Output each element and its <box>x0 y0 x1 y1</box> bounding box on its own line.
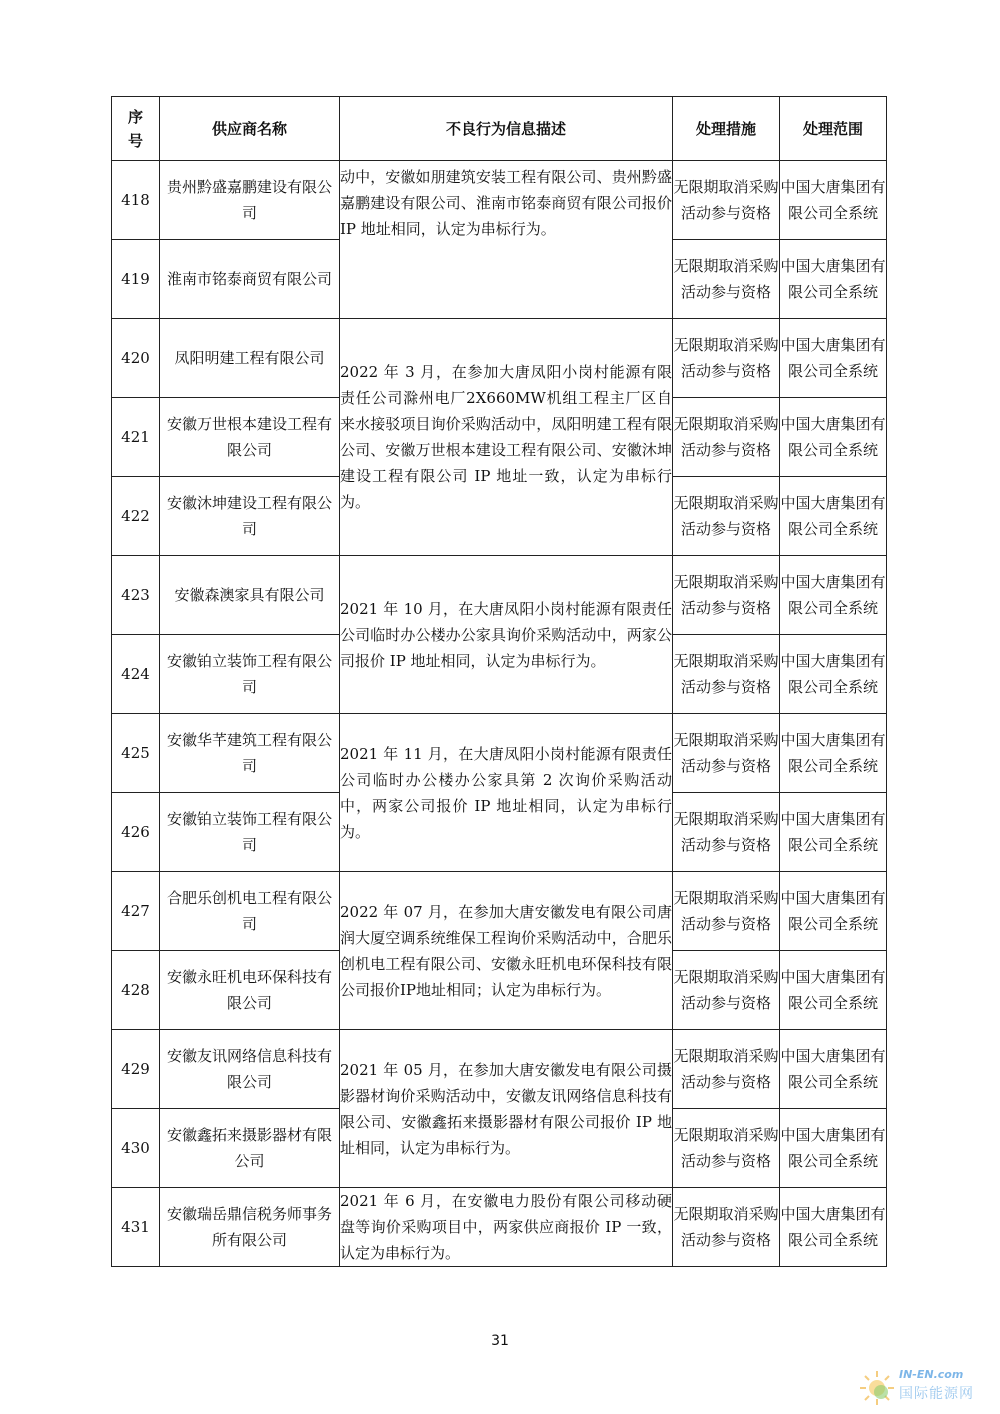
table-row <box>112 319 887 398</box>
row-serial-number: 418 <box>112 161 160 240</box>
watermark-cn: 国际能源网 <box>899 1386 974 1402</box>
row-misconduct-description: 2022 年 3 月，在参加大唐凤阳小岗村能源有限责任公司滁州电厂2X660MW机组工程主厂区自来水接驳项目询价采购活动中，凤阳明建工程有限公司、安徽万世根本建设工程有限公司、安徽沐坤建设工程有限公司 IP 地址一致，认定为串标行为。 <box>340 319 673 556</box>
row-supplier-name: 凤阳明建工程有限公司 <box>160 319 340 398</box>
row-handling-measure: 无限期取消采购活动参与资格 <box>673 635 780 714</box>
row-handling-measure: 无限期取消采购活动参与资格 <box>673 793 780 872</box>
row-handling-measure: 无限期取消采购活动参与资格 <box>673 319 780 398</box>
table-row <box>112 872 887 951</box>
row-serial-number: 429 <box>112 1030 160 1109</box>
header-serial-number: 序 号 <box>112 97 160 161</box>
table-row <box>112 556 887 635</box>
row-handling-scope: 中国大唐集团有限公司全系统 <box>780 1109 887 1188</box>
row-handling-scope: 中国大唐集团有限公司全系统 <box>780 1030 887 1109</box>
header-misconduct-description: 不良行为信息描述 <box>340 97 673 161</box>
row-handling-measure: 无限期取消采购活动参与资格 <box>673 161 780 240</box>
row-supplier-name: 安徽铂立装饰工程有限公司 <box>160 635 340 714</box>
table-row <box>112 1030 887 1109</box>
header-handling-measure: 处理措施 <box>673 97 780 161</box>
row-handling-scope: 中国大唐集团有限公司全系统 <box>780 319 887 398</box>
row-serial-number: 425 <box>112 714 160 793</box>
header-supplier-name: 供应商名称 <box>160 97 340 161</box>
row-handling-measure: 无限期取消采购活动参与资格 <box>673 1188 780 1267</box>
row-handling-measure: 无限期取消采购活动参与资格 <box>673 240 780 319</box>
row-misconduct-description: 2021 年 10 月，在大唐凤阳小岗村能源有限责任公司临时办公楼办公家具询价采购活动中，两家公司报价 IP 地址相同，认定为串标行为。 <box>340 556 673 714</box>
header-handling-scope: 处理范围 <box>780 97 887 161</box>
row-supplier-name: 安徽森澳家具有限公司 <box>160 556 340 635</box>
table-row <box>112 714 887 793</box>
row-serial-number: 423 <box>112 556 160 635</box>
row-serial-number: 420 <box>112 319 160 398</box>
supplier-misconduct-table <box>111 96 887 1267</box>
row-handling-scope: 中国大唐集团有限公司全系统 <box>780 398 887 477</box>
row-handling-scope: 中国大唐集团有限公司全系统 <box>780 240 887 319</box>
row-serial-number: 426 <box>112 793 160 872</box>
page-number: 31 <box>491 1333 509 1349</box>
row-misconduct-description: 2021 年 05 月，在参加大唐安徽发电有限公司摄影器材询价采购活动中，安徽友讯网络信息科技有限公司、安徽鑫拓来摄影器材有限公司报价 IP 地址相同，认定为串标行为。 <box>340 1030 673 1188</box>
row-handling-scope: 中国大唐集团有限公司全系统 <box>780 714 887 793</box>
row-supplier-name: 安徽华芊建筑工程有限公司 <box>160 714 340 793</box>
row-handling-scope: 中国大唐集团有限公司全系统 <box>780 477 887 556</box>
table-row <box>112 161 887 240</box>
row-supplier-name: 安徽沐坤建设工程有限公司 <box>160 477 340 556</box>
row-serial-number: 424 <box>112 635 160 714</box>
row-serial-number: 431 <box>112 1188 160 1267</box>
row-handling-scope: 中国大唐集团有限公司全系统 <box>780 872 887 951</box>
row-serial-number: 427 <box>112 872 160 951</box>
table-row <box>112 1188 887 1267</box>
table-header-row <box>112 97 887 161</box>
row-handling-measure: 无限期取消采购活动参与资格 <box>673 872 780 951</box>
row-serial-number: 419 <box>112 240 160 319</box>
row-handling-scope: 中国大唐集团有限公司全系统 <box>780 635 887 714</box>
row-serial-number: 428 <box>112 951 160 1030</box>
row-handling-measure: 无限期取消采购活动参与资格 <box>673 1030 780 1109</box>
row-supplier-name: 淮南市铭泰商贸有限公司 <box>160 240 340 319</box>
watermark-en: IN-EN.com <box>899 1368 964 1381</box>
row-serial-number: 430 <box>112 1109 160 1188</box>
row-misconduct-description: 2021 年 6 月，在安徽电力股份有限公司移动硬盘等询价采购项目中，两家供应商报价 IP 一致，认定为串标行为。 <box>340 1188 673 1267</box>
row-handling-scope: 中国大唐集团有限公司全系统 <box>780 161 887 240</box>
row-handling-measure: 无限期取消采购活动参与资格 <box>673 1109 780 1188</box>
sun-logo-icon <box>859 1370 895 1406</box>
row-supplier-name: 安徽永旺机电环保科技有限公司 <box>160 951 340 1030</box>
row-misconduct-description: 动中，安徽如朋建筑安装工程有限公司、贵州黔盛嘉鹏建设有限公司、淮南市铭泰商贸有限公司报价 IP 地址相同，认定为串标行为。 <box>340 161 673 319</box>
row-supplier-name: 安徽铂立装饰工程有限公司 <box>160 793 340 872</box>
row-supplier-name: 安徽友讯网络信息科技有限公司 <box>160 1030 340 1109</box>
row-misconduct-description: 2021 年 11 月，在大唐凤阳小岗村能源有限责任公司临时办公楼办公家具第 2 次询价采购活动中，两家公司报价 IP 地址相同，认定为串标行为。 <box>340 714 673 872</box>
row-serial-number: 422 <box>112 477 160 556</box>
row-supplier-name: 安徽万世根本建设工程有限公司 <box>160 398 340 477</box>
row-handling-scope: 中国大唐集团有限公司全系统 <box>780 951 887 1030</box>
row-handling-measure: 无限期取消采购活动参与资格 <box>673 714 780 793</box>
row-handling-scope: 中国大唐集团有限公司全系统 <box>780 1188 887 1267</box>
row-handling-measure: 无限期取消采购活动参与资格 <box>673 398 780 477</box>
row-supplier-name: 安徽鑫拓来摄影器材有限公司 <box>160 1109 340 1188</box>
row-handling-scope: 中国大唐集团有限公司全系统 <box>780 793 887 872</box>
row-supplier-name: 贵州黔盛嘉鹏建设有限公司 <box>160 161 340 240</box>
row-misconduct-description: 2022 年 07 月，在参加大唐安徽发电有限公司唐润大厦空调系统维保工程询价采购活动中，合肥乐创机电工程有限公司、安徽永旺机电环保科技有限公司报价IP地址相同；认定为串标行为。 <box>340 872 673 1030</box>
row-supplier-name: 合肥乐创机电工程有限公司 <box>160 872 340 951</box>
row-handling-measure: 无限期取消采购活动参与资格 <box>673 477 780 556</box>
row-supplier-name: 安徽瑞岳鼎信税务师事务所有限公司 <box>160 1188 340 1267</box>
row-handling-measure: 无限期取消采购活动参与资格 <box>673 951 780 1030</box>
row-handling-scope: 中国大唐集团有限公司全系统 <box>780 556 887 635</box>
row-serial-number: 421 <box>112 398 160 477</box>
watermark-logo <box>855 1368 995 1408</box>
row-handling-measure: 无限期取消采购活动参与资格 <box>673 556 780 635</box>
table-body <box>112 161 887 1267</box>
